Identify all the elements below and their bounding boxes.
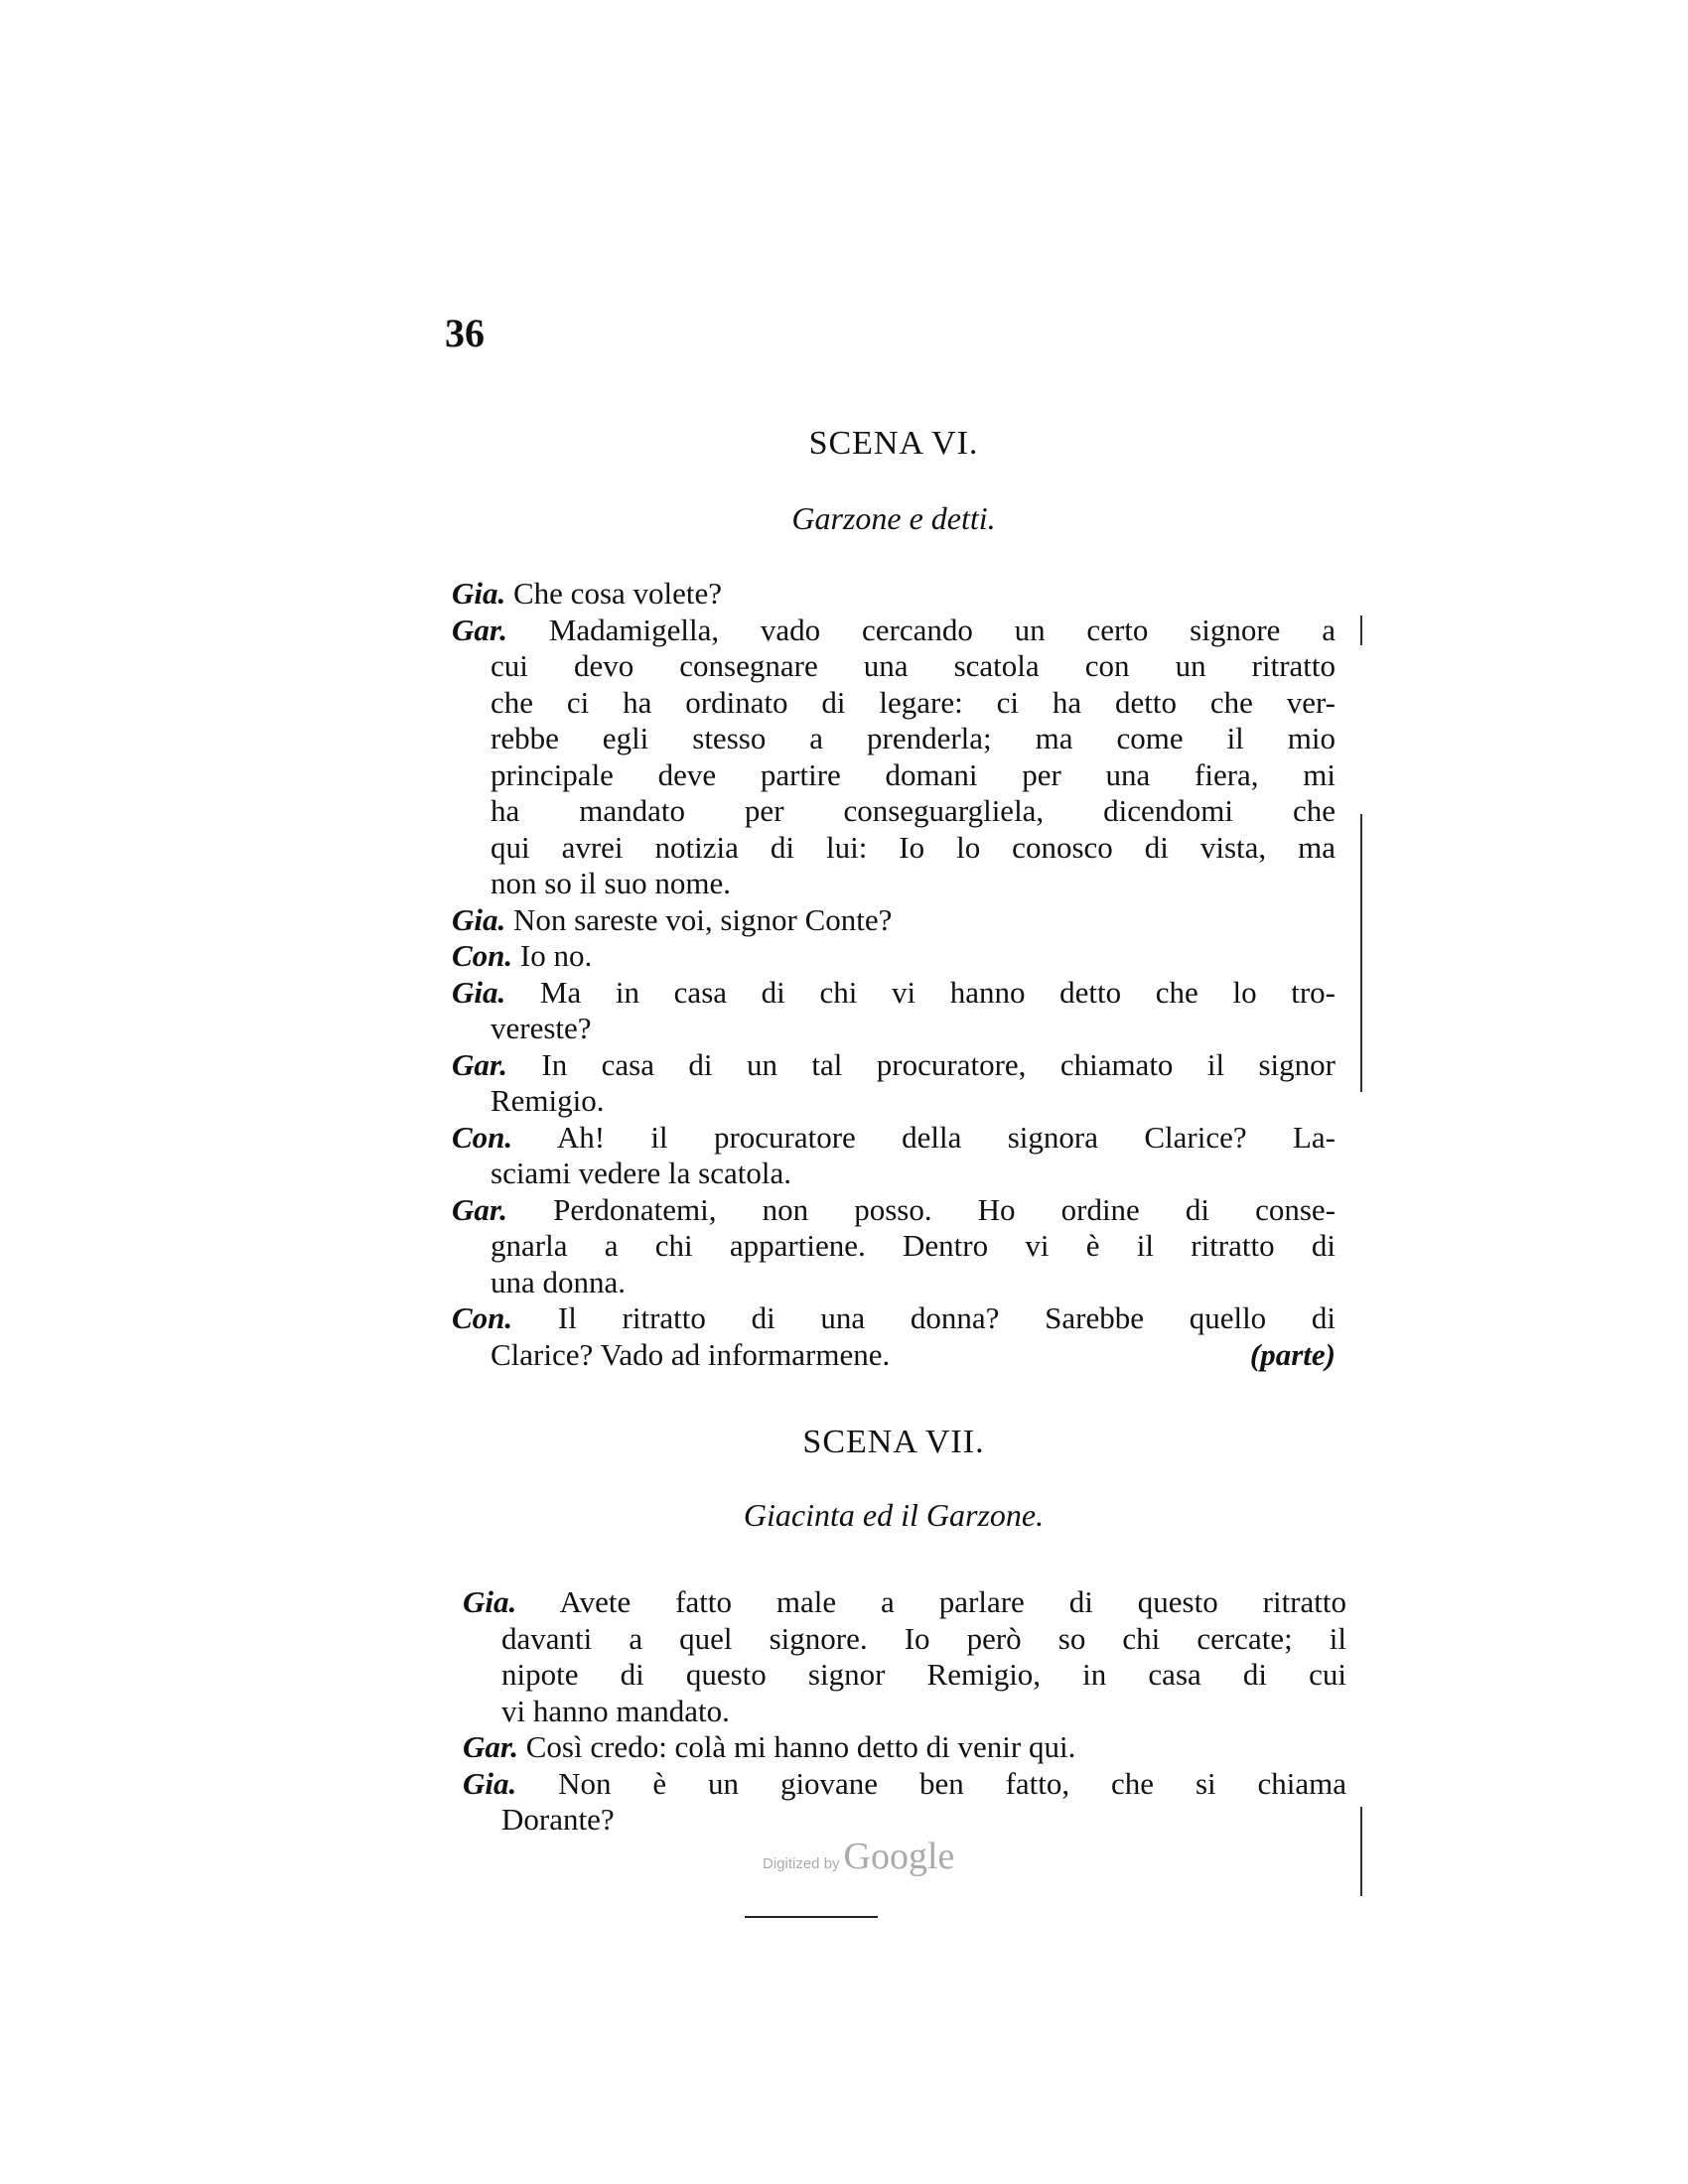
bottom-rule	[745, 1916, 878, 1918]
speech-text: Che cosa volete?	[513, 576, 723, 611]
speaker-label: Con.	[452, 1119, 513, 1155]
speech-line	[452, 1120, 1336, 1157]
speech-line	[452, 1047, 1336, 1084]
speech-line	[452, 975, 1336, 1012]
speech	[452, 1047, 1336, 1120]
speaker-label: Gia.	[452, 901, 506, 937]
speech	[452, 938, 1336, 975]
speech	[452, 576, 1336, 613]
speech-text: cui devo consegnare una scatola con un ritratto	[491, 648, 1336, 683]
speech	[452, 902, 1336, 939]
scene-7-subtitle	[452, 1497, 1336, 1534]
speech-line	[452, 1228, 1336, 1265]
speech-text: principale deve partire domani per una fiera, mi	[491, 756, 1336, 792]
speech-text: sciami vedere la scatola.	[491, 1156, 791, 1190]
watermark-prefix: Digitized by	[763, 1855, 840, 1872]
google-watermark	[763, 1835, 954, 1878]
page-edge-mark	[1360, 814, 1362, 1092]
speech	[463, 1766, 1346, 1839]
speech-text: Ma in casa di chi vi hanno detto che lo tro-	[539, 974, 1336, 1010]
speech-text: Madamigella, vado cercando un certo signore a	[548, 612, 1336, 647]
speech-line	[452, 793, 1336, 830]
scene-6-dialogue	[452, 576, 1336, 1373]
speech-line	[463, 1584, 1346, 1621]
speech-line	[463, 1802, 1346, 1839]
speech	[452, 975, 1336, 1047]
speaker-label: Gar.	[463, 1729, 518, 1764]
page-edge-mark	[1360, 615, 1362, 645]
speaker-label: Gia.	[452, 974, 506, 1010]
speech-text: Perdonatemi, non posso. Ho ordine di conse-	[553, 1191, 1336, 1227]
speech-line	[463, 1729, 1346, 1766]
speech	[463, 1584, 1346, 1729]
speech	[452, 1120, 1336, 1192]
speech-text: qui avrei notizia di lui: Io lo conosco di vista, ma	[491, 829, 1336, 865]
speaker-label: Gia.	[463, 1584, 517, 1619]
speech-text: Dorante?	[501, 1802, 615, 1837]
speech	[463, 1729, 1346, 1766]
scene-6-title	[452, 425, 1336, 463]
scene-subtitle: Garzone e detti.	[791, 500, 996, 536]
speech-line	[452, 1192, 1336, 1229]
speech-line	[452, 648, 1336, 685]
speech	[452, 1300, 1336, 1373]
speech-text: Ah! il procuratore della signora Clarice? La-	[556, 1119, 1336, 1155]
speech-text: Remigio.	[491, 1083, 605, 1118]
watermark-brand: Google	[843, 1836, 955, 1877]
speech-line	[452, 685, 1336, 722]
speech-line	[463, 1621, 1346, 1658]
scene-7-dialogue	[463, 1584, 1346, 1839]
speech-text: nipote di questo signor Remigio, in casa di cui	[501, 1657, 1346, 1692]
speech-text: Avete fatto male a parlare di questo ritratto	[559, 1584, 1346, 1619]
page-edge-mark	[1360, 1807, 1362, 1896]
speech-line	[452, 938, 1336, 975]
speech-text: gnarla a chi appartiene. Dentro vi è il ritratto di	[491, 1228, 1336, 1263]
speech-line	[452, 757, 1336, 794]
speech-line	[452, 1011, 1336, 1047]
speech-text: vereste?	[491, 1011, 592, 1045]
speaker-label: Gar.	[452, 612, 507, 647]
page-number: 36	[445, 311, 485, 355]
speech-line	[463, 1657, 1346, 1694]
speech-text: Clarice? Vado ad informarmene.	[491, 1336, 891, 1372]
speech	[452, 613, 1336, 902]
speech-text: non so il suo nome.	[491, 866, 731, 900]
speech-text: che ci ha ordinato di legare: ci ha detto che ver-	[491, 684, 1336, 720]
speech-text: una donna.	[491, 1264, 627, 1299]
scene-7-title	[452, 1424, 1336, 1461]
speech-text: ha mandato per conseguargliela, dicendomi che	[491, 793, 1336, 828]
scene-title: SCENA VII.	[802, 1424, 985, 1460]
scene-subtitle: Giacinta ed il Garzone.	[743, 1497, 1045, 1533]
speech-line	[452, 576, 1336, 613]
speech	[452, 1192, 1336, 1301]
speech-line	[452, 1337, 1336, 1374]
speech-line	[452, 866, 1336, 902]
stage-direction: (parte)	[1249, 1336, 1336, 1372]
speech-text: Non è un giovane ben fatto, che si chiama	[558, 1765, 1347, 1801]
speech-line	[452, 1265, 1336, 1301]
speaker-label: Gar.	[452, 1191, 507, 1227]
scene-title: SCENA VI.	[808, 425, 979, 462]
speech-line	[452, 721, 1336, 757]
speech-text: Non sareste voi, signor Conte?	[513, 901, 893, 937]
speech-text: rebbe egli stesso a prenderla; ma come il mio	[491, 721, 1336, 755]
speech-line	[452, 1300, 1336, 1337]
speech-line	[452, 830, 1336, 867]
scene-6-subtitle	[452, 500, 1336, 537]
speech-text: In casa di un tal procuratore, chiamato il signor	[541, 1046, 1336, 1082]
speaker-label: Con.	[452, 1300, 513, 1335]
speech-text: Io no.	[519, 938, 593, 973]
speech-text: Il ritratto di una donna? Sarebbe quello di	[557, 1300, 1336, 1335]
speech-line	[452, 902, 1336, 939]
speaker-label: Con.	[452, 938, 513, 973]
speaker-label: Gar.	[452, 1046, 507, 1082]
speech-text: vi hanno mandato.	[501, 1693, 730, 1728]
speaker-label: Gia.	[463, 1765, 517, 1801]
speech-line	[463, 1694, 1346, 1730]
speech-text: Così credo: colà mi hanno detto di venir qui.	[525, 1729, 1076, 1764]
speech-line	[452, 1156, 1336, 1192]
speech-line	[452, 613, 1336, 649]
speech-line	[463, 1766, 1346, 1803]
speech-line	[452, 1083, 1336, 1120]
speech-text: davanti a quel signore. Io però so chi cercate; il	[501, 1620, 1346, 1656]
speaker-label: Gia.	[452, 576, 506, 611]
